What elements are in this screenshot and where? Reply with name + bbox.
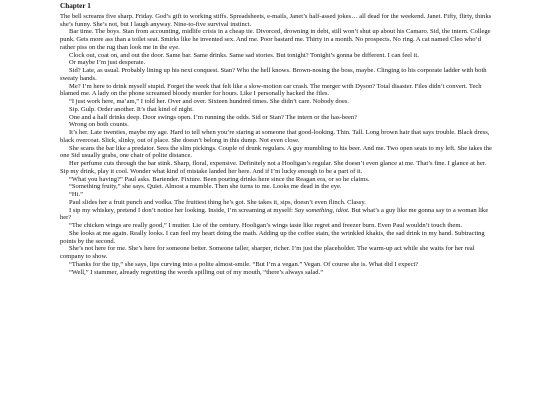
paragraph-text: It’s her. Late twenties, maybe my age. Hard to tell when you’re staring at someone that good-looking. Thin. Tall. Long brown hair that says trouble. Black dress, black overcoat. Slick, slinky, out of place. She doesn’t belong in this dump. Not even close. bbox=[60, 129, 490, 144]
paragraph-text: One and a half drinks deep. Door swings open. I’m running the odds. Sid or Stan? The intern or the has-been? bbox=[69, 113, 358, 121]
chapter-heading: Chapter 1 bbox=[60, 2, 91, 10]
paragraph bbox=[60, 207, 494, 223]
paragraph bbox=[60, 230, 494, 246]
paragraph-text: Clock out, coat on, and out the door. Same bar. Same drinks. Same sad stories. But tonight? Tonight’s gonna be different. I can feel it. bbox=[69, 51, 419, 59]
chapter-body bbox=[60, 13, 494, 277]
paragraph-text: “Hi.” bbox=[69, 191, 83, 198]
paragraph-text: She scans the bar like a predator. Sees the slim pickings. Couple of drunk regulars. A guy mumbling to his beer. And me. Two open seats to my left. She takes the one Sid usually grabs, one chair of polite distance. bbox=[60, 144, 492, 160]
paragraph bbox=[60, 13, 494, 29]
paragraph bbox=[60, 269, 494, 277]
paragraph-text: Wrong on both counts. bbox=[69, 121, 129, 129]
paragraph bbox=[60, 114, 494, 122]
paragraph-text: “Well,” I stammer, already regretting the words spilling out of my mouth, “there’s always salad.” bbox=[69, 268, 324, 276]
paragraph-text: Bar time. The boys. Stan from accounting, midlife crisis in a cheap tie. Divorced, drowning in debt, still won’t shut up about his Camaro. Sid, the intern. College punk. Gets more ass than a toilet seat. Smirks like he invented sex. And me. Poor bastard me. Thirty in a month. No prospects. No ring. A cat named Cleo who’d rather piss on the rug than look me in the eye. bbox=[60, 28, 491, 51]
paragraph-text: The bell screams five sharp. Friday. God’s gift to working stiffs. Spreadsheets, e-mails, Janet’s half-assed jokes… all dead for the weekend. Janet. Fifty, flirty, thinks she’s funny. She’s not, but I laugh anyway. Nine-to-five survival instinct. bbox=[60, 12, 492, 28]
paragraph bbox=[60, 245, 494, 261]
paragraph bbox=[60, 191, 494, 199]
paragraph bbox=[60, 52, 494, 60]
paragraph-text: She’s not here for me. She’s here for someone better. Someone taller, sharper, richer. I’m just the placeholder. The warm-up act while she waits for her real company to show. bbox=[60, 245, 475, 260]
paragraph-text: “Something fruity,” she says. Quiet. Almost a mumble. Then she turns to me. Looks me dead in the eye. bbox=[69, 183, 342, 191]
paragraph-text: Paul slides her a fruit punch and vodka. The fruitiest thing he’s got. She takes it, sips, doesn’t even flinch. Classy. bbox=[69, 198, 366, 206]
paragraph-text: Me? I’m here to drink myself stupid. Forget the week that felt like a slow-motion car crash. The merger with Dyson? Total disaster. Files didn’t convert. Tech blamed me. A lady on the phone screamed bloody murder for hours. Like I personally hacked the files. bbox=[60, 82, 482, 98]
paragraph bbox=[60, 129, 494, 145]
paragraph bbox=[60, 106, 494, 114]
paragraph bbox=[60, 83, 494, 99]
paragraph-text: Sip. Gulp. Order another. It’s that kind of night. bbox=[69, 105, 194, 113]
paragraph-text: Her perfume cuts through the bar stink. Sharp, floral, expensive. Definitely not a Hooligan’s regular. She doesn’t even glance at me. That’s fine. I glance at her. Sip my drink, play it cool. Wonder what kind of mistake landed her here. And if I’m lucky enough to be a part of it. bbox=[60, 160, 487, 175]
paragraph-text: “Thanks for the tip,” she says, lips curving into a polite almost-smile. “But I’m a vegan.” Vegan. Of course she is. What did I expect? bbox=[69, 260, 419, 268]
italic-thought: Say something, idiot. bbox=[294, 206, 350, 214]
paragraph-text: I sip my whiskey, pretend I don’t notice her looking. Inside, I’m screaming at myself: bbox=[69, 206, 293, 214]
paragraph-text: “The chicken wings are really good,” I mutter. Lie of the century. Hooligan’s wings taste like regret and freezer burn. Even Paul wouldn’t touch them. bbox=[69, 222, 463, 229]
paragraph bbox=[60, 199, 494, 207]
paragraph-text: Or maybe I’m just desperate. bbox=[69, 59, 146, 67]
paragraph bbox=[60, 28, 494, 51]
paragraph bbox=[60, 59, 494, 67]
paragraph bbox=[60, 183, 494, 191]
paragraph-text: Sid? Late, as usual. Probably lining up his next conquest. Stan? Who the hell knows. Brown-nosing the boss, maybe. Clinging to his corporate ladder with both sweaty hands. bbox=[60, 67, 487, 82]
paragraph bbox=[60, 145, 494, 161]
paragraph bbox=[60, 98, 494, 106]
paragraph bbox=[60, 222, 494, 230]
paragraph bbox=[60, 121, 494, 129]
paragraph-text: She looks at me again. Really looks. I can feel my heart doing the math. Adding up the coffee stain, the wrinkled khakis, the sad drink in my hand. Subtracting points by the second. bbox=[60, 229, 485, 245]
paragraph bbox=[60, 67, 494, 83]
paragraph bbox=[60, 160, 494, 176]
paragraph bbox=[60, 261, 494, 269]
document-page bbox=[60, 3, 494, 276]
paragraph-text: But what’s a guy like me gonna say to a woman like her? bbox=[60, 206, 489, 222]
paragraph-text: “I just work here, ma’am,” I told her. Over and over. Sixteen hundred times. She didn’t care. Nobody does. bbox=[69, 98, 350, 105]
paragraph-text: “What you having?” Paul asks. Bartender. Fixture. Been pouring drinks here since the Reagan era, or so he claims. bbox=[69, 175, 370, 183]
paragraph bbox=[60, 176, 494, 184]
